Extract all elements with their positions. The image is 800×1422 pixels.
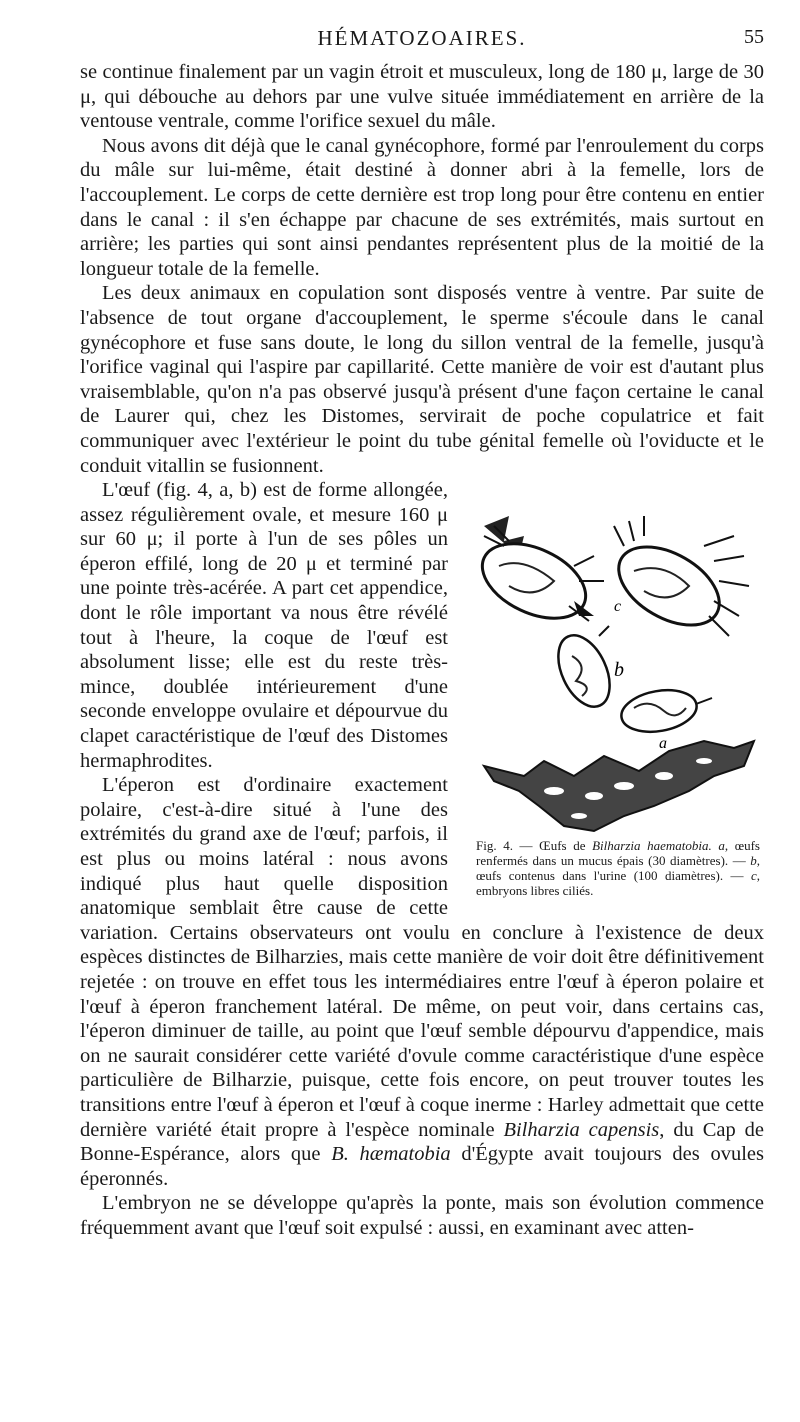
eggs-illustration [464, 486, 764, 836]
embryo-egg-right [605, 516, 749, 641]
page-number: 55 [744, 26, 764, 48]
caption-a: , œufs renfermés dans un mucus épais (30 diamètres). — [476, 838, 760, 869]
caption-lead: Fig. 4. — Œufs de [476, 838, 593, 854]
body-text [80, 60, 764, 1241]
figure-4 [464, 486, 764, 914]
species-haematobia: B. hæmatobia [331, 1143, 451, 1166]
egg-b-left [548, 626, 620, 715]
paragraph-5-c: d'Égypte avait toujours des ovules éperonnés. [80, 1143, 764, 1190]
caption-b-letter: b [750, 853, 757, 869]
label-a: a [659, 735, 667, 753]
caption-a-letter: a [718, 838, 725, 854]
caption-c: , embryons libres ciliés. [476, 868, 760, 899]
figure-caption [476, 838, 760, 898]
running-title: HÉMATOZOAIRES. [317, 26, 527, 50]
mucus-mass [484, 741, 754, 831]
species-capensis: Bilharzia capensis [503, 1118, 660, 1141]
paragraph-1: se continue finalement par un vagin étroit et musculeux, long de 180 μ, large de 30 μ, qui débouche au dehors par une vulve située immédiatement en arrière de la ventouse ventrale, comme l'orifice sexuel du mâle. [80, 61, 764, 133]
paragraph-2: Nous avons dit déjà que le canal gynécophore, formé par l'enroulement du corps du mâle sur lui-même, était destiné à donner abri à la femelle, lors de l'accouplement. Le corps de cette dernière est trop long pour être contenu en entier dans le canal : il s'en échappe par chacune de ses extrémités, mais surtout en arrière; les parties qui sont ainsi pendantes représentent plus de la moitié de la longueur totale de la femelle. [80, 134, 764, 280]
caption-species: Bilharzia haematobia. [592, 838, 712, 854]
label-b: b [614, 659, 624, 682]
paragraph-5-b: , du Cap de Bonne-Espérance, alors que [80, 1118, 765, 1166]
egg-b-right [618, 685, 712, 738]
paragraph-4: L'œuf (fig. 4, a, b) est de forme allongée, assez régulièrement ovale, et mesure 160 μ sur 60 μ; il porte à l'un de ses pôles un éperon effilé, long de 20 μ et terminé par une pointe très-acérée. A part cet appendice, dont le rôle important va nous être révélé tout à l'heure, la coque de l'œuf est absolument lisse; elle est du reste très-mince, doublée intérieurement d'une seconde enveloppe ovulaire et dépourvue du clapet caractéristique de l'œuf des Distomes hermaphrodites. [80, 479, 448, 772]
paragraph-5-a: L'éperon est d'ordinaire exactement polaire, c'est-à-dire situé à l'une des extrémités du grand axe de l'œuf; parfois, il est plus ou moins latéral : nous avons indiqué plus haut quelle disposition anatomique semblait être cause de cette variation. Certains observateurs ont voulu en conclure à l'existence de deux espèces distinctes de Bilharzies, mais cette manière de voir doit être définitivement rejetée : on trouve en effet tous les intermédiaires entre l'œuf à éperon polaire et l'œuf à éperon franchement latéral. De même, on peut voir, dans certains cas, l'éperon diminuer de taille, au point que l'œuf semble dépourvu d'appendice, mais on ne saurait considérer cette variété d'ovule comme caractéristique d'une espèce particulière de Bilharzie, puisque, cette fois encore, on peut trouver toutes les transitions entre l'œuf à éperon et l'œuf à coque inerme : Harley admettait que cette dernière variété était propre à l'espèce nominale [80, 774, 764, 1141]
embryo-egg-left [471, 516, 604, 633]
label-c: c [614, 598, 622, 616]
page-header [80, 26, 764, 54]
paragraph-3: Les deux animaux en copulation sont disposés ventre à ventre. Par suite de l'absence de tout organe d'accouplement, le sperme s'écoule dans le canal gynécophore et fuse sans doute, le long du sillon ventral de la femelle, jusqu'à l'orifice vaginal qui l'aspire par capillarité. Cette manière de voir est d'autant plus vraisemblable, qu'on n'a pas observé jusqu'à présent d'une façon certaine le canal de Laurer qui, chez les Distomes, servirait de poche copulatrice et fait communiquer avec l'extérieur le point du tube génital femelle où l'oviducte et le conduit vitallin se fusionnent. [80, 282, 764, 477]
paragraph-6: L'embryon ne se développe qu'après la ponte, mais son évolution commence fréquemment avant que l'œuf soit expulsé : aussi, en examinant avec atten- [80, 1192, 764, 1239]
caption-c-letter: c [750, 868, 757, 884]
caption-b: , œufs contenus dans l'urine (100 diamètres). — [476, 853, 760, 884]
